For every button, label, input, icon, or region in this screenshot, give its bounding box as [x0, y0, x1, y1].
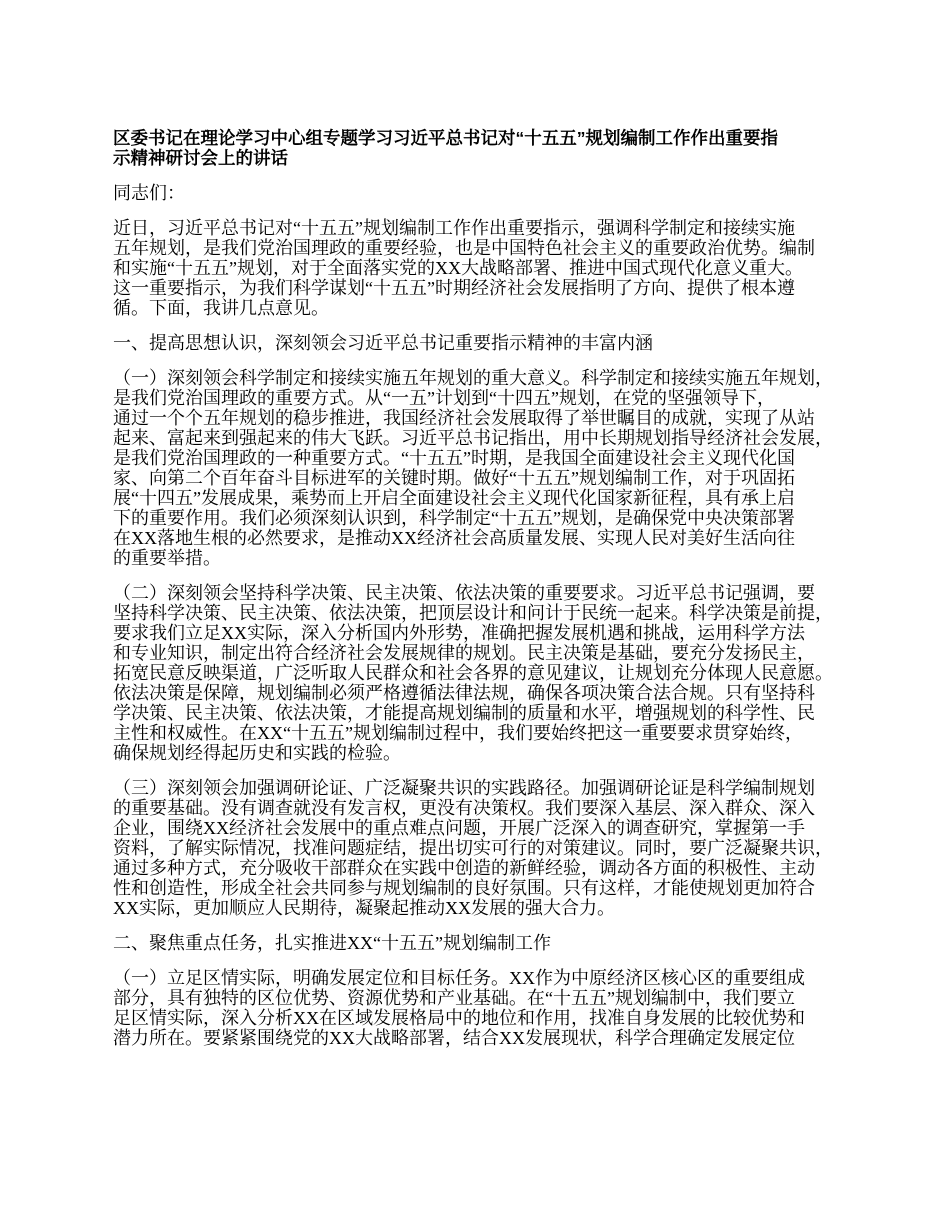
title-line: 示精神研讨会上的讲话 [113, 148, 288, 168]
paragraph [113, 583, 873, 763]
text-line: 学决策、民主决策、依法决策，才能提高规划编制的质量和水平，增强规划的科学性、民 [113, 703, 815, 723]
text-line: 的重要举措。 [113, 548, 221, 568]
text-line: 五年规划，是我们党治国理政的重要经验，也是中国特色社会主义的重要政治优势。编制 [113, 238, 815, 258]
paragraph [113, 368, 873, 568]
text-line: 起来、富起来到强起来的伟大飞跃。习近平总书记指出，用中长期规划指导经济社会发展， [113, 428, 833, 448]
text-line: 足区情实际，深入分析XX在区域发展格局中的地位和作用，找准自身发展的比较优势和 [113, 1008, 805, 1028]
text-line: 下的重要作用。我们必须深刻认识到，科学制定“十五五”规划，是确保党中央决策部署 [113, 508, 795, 528]
text-line: 一、提高思想认识，深刻领会习近平总书记重要指示精神的丰富内涵 [113, 333, 653, 353]
document-title [113, 128, 873, 168]
text-line: 和实施“十五五”规划，对于全面落实党的XX大战略部署、推进中国式现代化意义重大。 [113, 258, 803, 278]
text-line: XX实际，更加顺应人民期待，凝聚起推动XX发展的强大合力。 [113, 898, 615, 918]
document-page [113, 128, 873, 1063]
text-line: 是我们党治国理政的重要方式。从“一五”计划到“十四五”规划，在党的坚强领导下， [113, 388, 775, 408]
text-line: 同志们： [113, 183, 185, 203]
text-line: 通过一个个五年规划的稳步推进，我国经济社会发展取得了举世瞩目的成就，实现了从站 [113, 408, 815, 428]
text-line: 潜力所在。要紧紧围绕党的XX大战略部署，结合XX发展现状，科学合理确定发展定位 [113, 1028, 795, 1048]
text-line: （一）立足区情实际，明确发展定位和目标任务。XX作为中原经济区核心区的重要组成 [113, 968, 805, 988]
text-line: 在XX落地生根的必然要求，是推动XX经济社会高质量发展、实现人民对美好生活向往 [113, 528, 795, 548]
text-line: 和专业知识，制定出符合经济社会发展规律的规划。民主决策是基础，要充分发扬民主， [113, 643, 815, 663]
document-body [113, 183, 873, 1048]
text-line: 展“十四五”发展成果，乘势而上开启全面建设社会主义现代化国家新征程，具有承上启 [113, 488, 795, 508]
text-line: 家、向第二个百年奋斗目标进军的关键时期。做好“十五五”规划编制工作，对于巩固拓 [113, 468, 795, 488]
paragraph [113, 968, 873, 1048]
text-line: 坚持科学决策、民主决策、依法决策，把顶层设计和问计于民统一起来。科学决策是前提， [113, 603, 833, 623]
text-line: 要求我们立足XX实际，深入分析国内外形势，准确把握发展机遇和挑战，运用科学方法 [113, 623, 805, 643]
section-heading [113, 933, 873, 953]
text-line: 这一重要指示，为我们科学谋划“十五五”时期经济社会发展指明了方向、提供了根本遵 [113, 278, 795, 298]
text-line: 拓宽民意反映渠道，广泛听取人民群众和社会各界的意见建议，让规划充分体现人民意愿。 [113, 663, 833, 683]
text-line: 依法决策是保障，规划编制必须严格遵循法律法规，确保各项决策合法合规。只有坚持科 [113, 683, 815, 703]
section-heading [113, 333, 873, 353]
text-line: 性和创造性，形成全社会共同参与规划编制的良好氛围。只有这样，才能使规划更加符合 [113, 878, 815, 898]
text-line: 确保规划经得起历史和实践的检验。 [113, 743, 401, 763]
text-line: 资料，了解实际情况，找准问题症结，提出切实可行的对策建议。同时，要广泛凝聚共识， [113, 838, 833, 858]
text-line: 是我们党治国理政的一种重要方式。“十五五”时期，是我国全面建设社会主义现代化国 [113, 448, 795, 468]
text-line: 主性和权威性。在XX“十五五”规划编制过程中，我们要始终把这一重要要求贯穿始终， [113, 723, 803, 743]
salutation [113, 183, 873, 203]
text-line: 二、聚焦重点任务，扎实推进XX“十五五”规划编制工作 [113, 933, 551, 953]
text-line: 近日，习近平总书记对“十五五”规划编制工作作出重要指示，强调科学制定和接续实施 [113, 218, 795, 238]
text-line: 部分，具有独特的区位优势、资源优势和产业基础。在“十五五”规划编制中，我们要立 [113, 988, 795, 1008]
text-line: 企业，围绕XX经济社会发展中的重点难点问题，开展广泛深入的调查研究，掌握第一手 [113, 818, 805, 838]
text-line: （二）深刻领会坚持科学决策、民主决策、依法决策的重要要求。习近平总书记强调，要 [113, 583, 815, 603]
text-line: 的重要基础。没有调查就没有发言权，更没有决策权。我们要深入基层、深入群众、深入 [113, 798, 815, 818]
paragraph [113, 218, 873, 318]
text-line: （三）深刻领会加强调研论证、广泛凝聚共识的实践路径。加强调研论证是科学编制规划 [113, 778, 815, 798]
paragraph [113, 778, 873, 918]
title-line: 区委书记在理论学习中心组专题学习习近平总书记对“十五五”规划编制工作作出重要指 [113, 128, 778, 148]
text-line: 通过多种方式，充分吸收干部群众在实践中创造的新鲜经验，调动各方面的积极性、主动 [113, 858, 815, 878]
text-line: 循。下面，我讲几点意见。 [113, 298, 329, 318]
text-line: （一）深刻领会科学制定和接续实施五年规划的重大意义。科学制定和接续实施五年规划， [113, 368, 833, 388]
